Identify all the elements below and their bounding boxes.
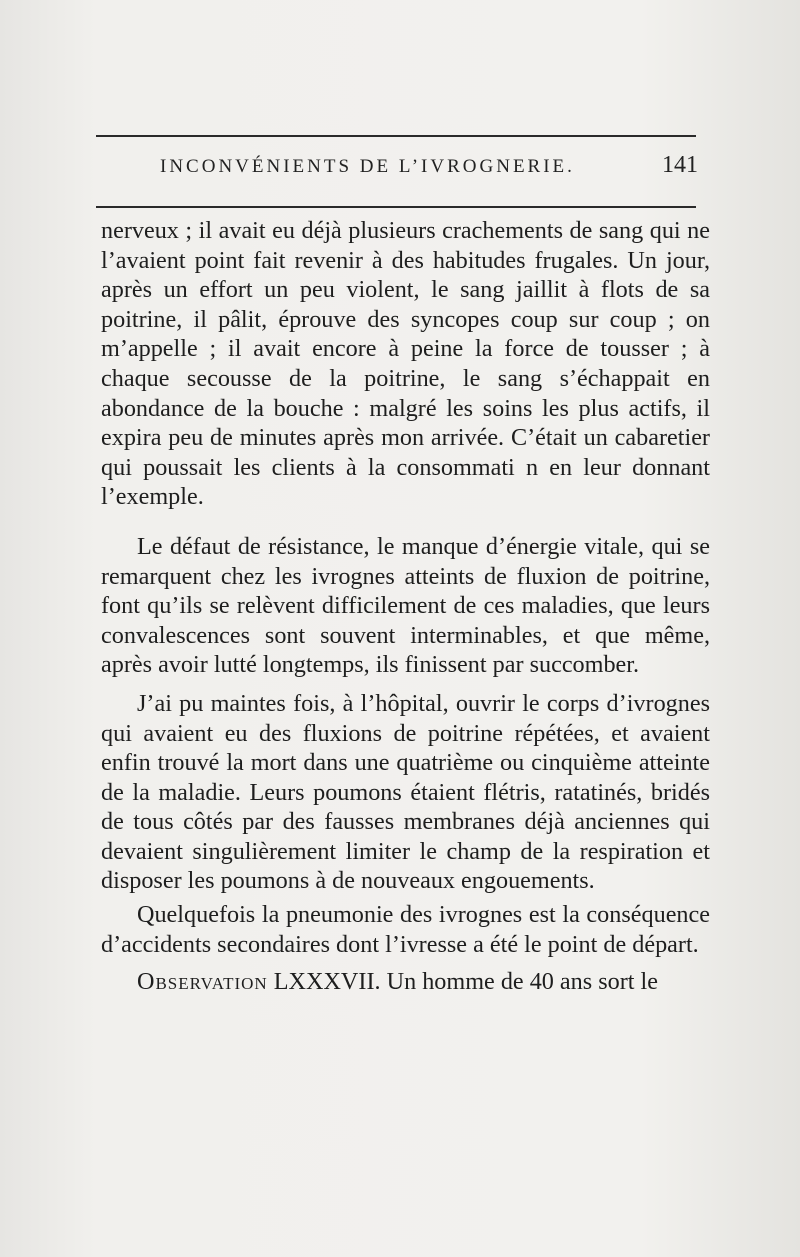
page-number: 141 xyxy=(662,152,698,178)
paragraph-2: Le défaut de résistance, le manque d’énergie vitale, qui se remarquent chez les ivrognes atteints de fluxion de poitrine, font qu’ils se relèvent difficilement de ces maladies, que leurs convalescences sont souvent interminables, et que même, après avoir lutté longtemps, ils finissent par succomber. xyxy=(101,532,710,679)
paragraph-3: J’ai pu maintes fois, à l’hôpital, ouvrir le corps d’ivrognes qui avaient eu des fluxions de poitrine répétées, et avaient enfin trouvé la mort dans une quatrième ou cinquième atteinte de la maladie. Leurs poumons étaient flétris, ratatinés, bridés de tous côtés par des fausses membranes déjà anciennes qui devaient singulièrement limiter le champ de la respiration et disposer les poumons à de nouveaux engouements. xyxy=(101,689,710,895)
observation-label: Observation xyxy=(137,968,268,996)
observation-text: Un homme de 40 ans sort le xyxy=(386,968,658,996)
header-title: INCONVÉNIENTS DE L’IVROGNERIE. xyxy=(160,156,575,177)
observation-paragraph xyxy=(101,967,710,997)
header-rule-bottom xyxy=(96,206,696,208)
paragraph-4: Quelquefois la pneumonie des ivrognes est la conséquence d’accidents secondaires dont l’ivresse a été le point de départ. xyxy=(101,901,710,958)
paragraph-1: nerveux ; il avait eu déjà plusieurs crachements de sang qui ne l’avaient point fait revenir à des habitudes frugales. Un jour, après un effort un peu violent, le sang jaillit à flots de sa poitrine, il pâlit, éprouve des syncopes coup sur coup ; on m’appelle ; il avait encore à peine la force de tousser ; à chaque secousse de la poitrine, le sang s’échappait en abondance de la bouche : malgré les soins les plus actifs, il expira peu de minutes après mon arrivée. C’était un cabaretier qui poussait les clients à la consommati n en leur donnant l’exemple. xyxy=(101,217,710,511)
running-header xyxy=(160,152,700,178)
header-rule-top xyxy=(96,135,696,137)
body-text xyxy=(101,216,710,997)
observation-number: LXXXVII. xyxy=(273,968,381,996)
